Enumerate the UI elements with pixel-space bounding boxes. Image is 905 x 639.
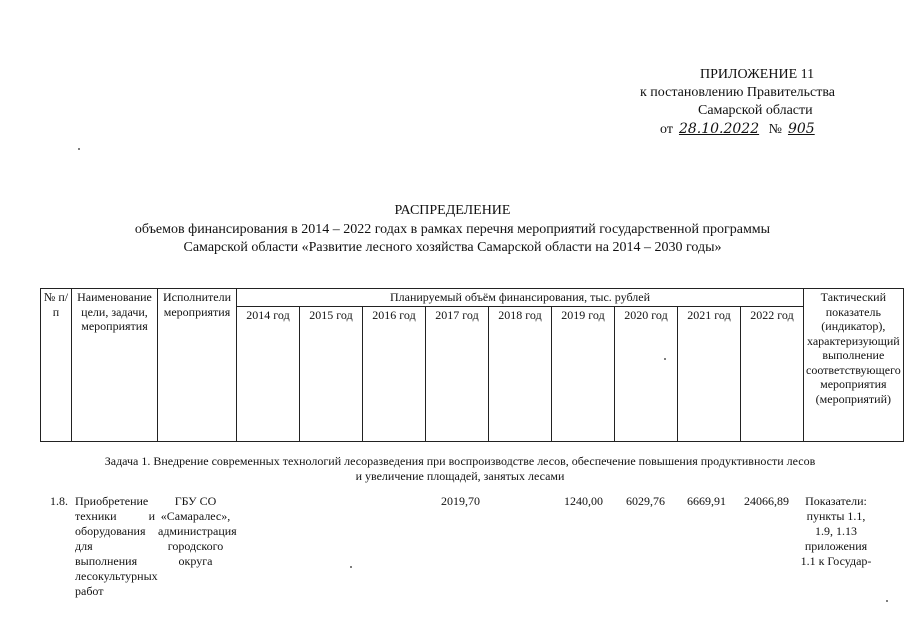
appendix-resolution-line: к постановлению Правительства — [640, 85, 836, 100]
year-header: 2021 год — [678, 307, 741, 442]
appendix-date-line — [640, 120, 890, 139]
row-executor: ГБУ СО «Самаралес», администрация городского округа — [158, 494, 237, 568]
value-2017: 2019,70 — [441, 494, 480, 508]
value-2022: 24066,89 — [744, 494, 789, 508]
date-prefix: от — [660, 122, 673, 137]
appendix-region-line: Самарской области — [698, 103, 813, 118]
year-header: 2019 год — [552, 307, 615, 442]
col-executor-header: Исполнители мероприятия — [158, 289, 237, 442]
year-header: 2017 год — [426, 307, 489, 442]
scan-speck — [78, 148, 80, 150]
row-number: 1.8. — [50, 494, 68, 508]
financing-table-header — [40, 288, 904, 442]
task-line-2: и увеличение площадей, занятых лесами — [355, 469, 565, 483]
handwritten-date: 28.10.2022 — [678, 121, 760, 137]
handwritten-number: 905 — [787, 121, 815, 137]
title-heading: РАСПРЕДЕЛЕНИЕ — [394, 203, 511, 218]
year-header: 2018 год — [489, 307, 552, 442]
document-title — [0, 202, 905, 258]
value-2019: 1240,00 — [564, 494, 603, 508]
scan-speck — [350, 566, 352, 568]
row-indicator: Показатели: пункты 1.1, 1.9, 1.13 приложения 1.1 к Государ- — [800, 494, 872, 568]
value-2020: 6029,76 — [626, 494, 665, 508]
col-name-header: Наименование цели, задачи, мероприятия — [72, 289, 158, 442]
scan-speck — [664, 358, 666, 360]
year-header: 2020 год — [615, 307, 678, 442]
year-header: 2022 год — [741, 307, 804, 442]
number-prefix: № — [768, 122, 782, 137]
col-plan-header: Планируемый объём финансирования, тыс. рублей — [237, 289, 804, 307]
appendix-header — [640, 66, 890, 139]
year-header: 2015 год — [300, 307, 363, 442]
task-heading — [50, 454, 870, 484]
title-subheading-2: Самарской области «Развитие лесного хозяйства Самарской области на 2014 – 2030 годы» — [183, 240, 722, 255]
value-2021: 6669,91 — [687, 494, 726, 508]
year-header: 2014 год — [237, 307, 300, 442]
year-header: 2016 год — [363, 307, 426, 442]
title-subheading-1: объемов финансирования в 2014 – 2022 годах в рамках перечня мероприятий государственной программы — [134, 221, 771, 237]
task-line-1: Задача 1. Внедрение современных технологий лесоразведения при воспроизводстве лесов, обеспечение повышения продуктивности лесов — [104, 454, 816, 468]
row-name: Приобретение техники и оборудования для выполнения лесокультурных работ — [75, 494, 158, 598]
col-indicator-header: Тактический показатель (индикатор), характеризующий выполнение соответствующего мероприятия (мероприятий) — [804, 289, 904, 442]
col-number-header: № п/п — [41, 289, 72, 442]
appendix-title: ПРИЛОЖЕНИЕ 11 — [700, 67, 815, 82]
scan-speck — [886, 600, 888, 602]
